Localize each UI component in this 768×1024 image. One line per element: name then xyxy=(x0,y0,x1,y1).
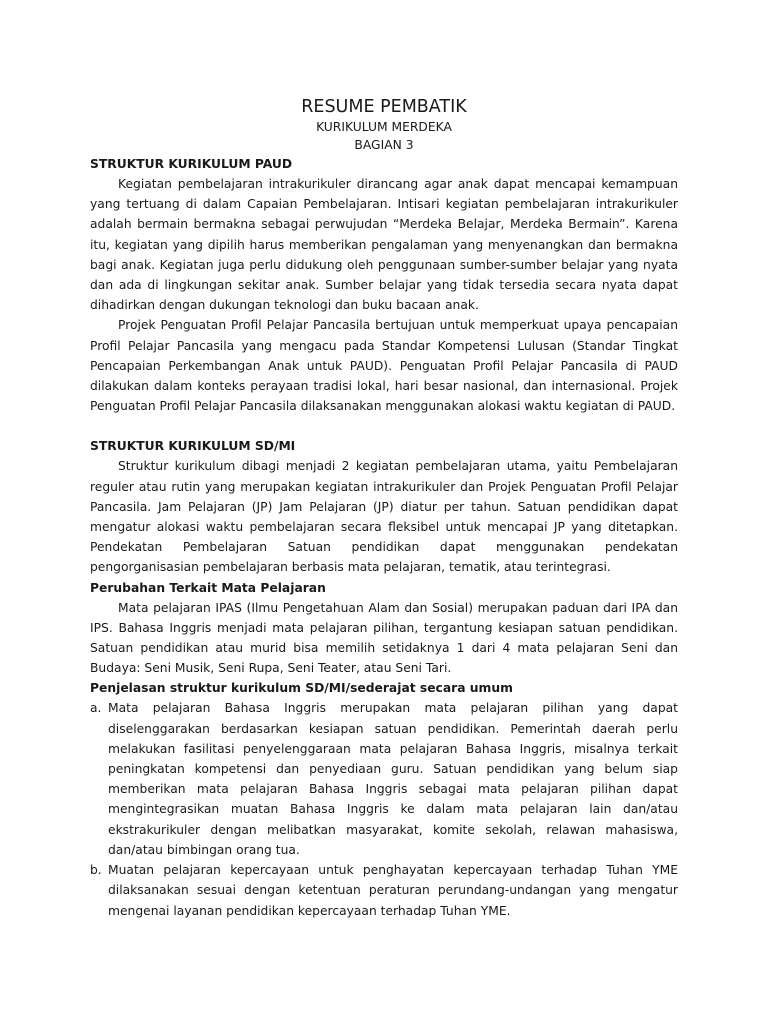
paragraph-perubahan: Mata pelajaran IPAS (Ilmu Pengetahuan Alam dan Sosial) merupakan paduan dari IPA dan IPS. Bahasa Inggris menjadi mata pelajaran pilihan, tergantung kesiapan satuan pendidikan. Satuan pendidikan atau murid bisa memilih setidaknya 1 dari 4 mata pelajaran Seni dan Budaya: Seni Musik, Seni Rupa, Seni Teater, atau Seni Tari. xyxy=(90,600,678,676)
list-item-text: Mata pelajaran Bahasa Inggris merupakan mata pelajaran pilihan yang dapat diselenggarakan berdasarkan kesiapan satuan pendidikan. Pemerintah daerah perlu melakukan fasilitasi penyelenggaraan mata pelajaran Bahasa Inggris, misalnya terkait peningkatan kompetensi dan penyediaan guru. Satuan pendidikan yang belum siap memberikan mata pelajaran Bahasa Inggris sebagai mata pelajaran pilihan dapat mengintegrasikan muatan Bahasa Inggris ke dalam mata pelajaran lain dan/atau ekstrakurikuler dengan melibatkan masyarakat, komite sekolah, relawan mahasiswa, dan/atau bimbingan orang tua. xyxy=(108,701,678,857)
heading-perubahan: Perubahan Terkait Mata Pelajaran xyxy=(90,580,326,595)
list-item-text: Muatan pelajaran kepercayaan untuk penghayatan kepercayaan terhadap Tuhan YME dilaksanakan sesuai dengan ketentuan peraturan perundang-undangan yang mengatur mengenai layanan pendidikan kepercayaan terhadap Tuhan YME. xyxy=(108,863,678,918)
heading-sd: STRUKTUR KURIKULUM SD/MI xyxy=(90,439,296,454)
heading-paud: STRUKTUR KURIKULUM PAUD xyxy=(90,157,293,171)
list-marker: a. xyxy=(90,701,102,716)
list-item xyxy=(90,698,678,860)
penjelasan-list xyxy=(90,698,678,920)
paragraph-paud-1: Kegiatan pembelajaran intrakurikuler dirancang agar anak dapat mencapai kemampuan yang tertuang di dalam Capaian Pembelajaran. Intisari kegiatan pembelajaran intrakurikuler adalah bermain bermakna sebagai perwujudan “Merdeka Belajar, Merdeka Bermain”. Karena itu, kegiatan yang dipilih harus memberikan pengalaman yang menyenangkan dan bermakna bagi anak. Kegiatan juga perlu didukung oleh penggunaan sumber-sumber belajar yang nyata dan ada di lingkungan sekitar anak. Sumber belajar yang tidak tersedia secara nyata dapat dihadirkan dengan dukungan teknologi dan buku bacaan anak. xyxy=(90,177,678,313)
document-title: RESUME PEMBATIK xyxy=(301,97,467,117)
list-item xyxy=(90,860,678,921)
document-part: BAGIAN 3 xyxy=(354,138,414,152)
heading-penjelasan: Penjelasan struktur kurikulum SD/MI/sederajat secara umum xyxy=(90,681,513,696)
paragraph-sd: Struktur kurikulum dibagi menjadi 2 kegiatan pembelajaran utama, yaitu Pembelajaran reguler atau rutin yang merupakan kegiatan intrakurikuler dan Projek Penguatan Profil Pelajar Pancasila. Jam Pelajaran (JP) Jam Pelajaran (JP) diatur per tahun. Satuan pendidikan dapat mengatur alokasi waktu pembelajaran secara fleksibel untuk mencapai JP yang ditetapkan. Pendekatan Pembelajaran Satuan pendidikan dapat menggunakan pendekatan pengorganisasian pembelajaran berbasis mata pelajaran, tematik, atau terintegrasi. xyxy=(90,459,678,575)
paragraph-paud-2: Projek Penguatan Profil Pelajar Pancasila bertujuan untuk memperkuat upaya pencapaian Profil Pelajar Pancasila yang mengacu pada Standar Kompetensi Lulusan (Standar Tingkat Pencapaian Perkembangan Anak untuk PAUD). Penguatan Profil Pelajar Pancasila di PAUD dilakukan dalam konteks perayaan tradisi lokal, hari besar nasional, dan internasional. Projek Penguatan Profil Pelajar Pancasila dilaksanakan menggunakan alokasi waktu kegiatan di PAUD. xyxy=(90,318,678,414)
list-marker: b. xyxy=(90,863,102,878)
document-subtitle: KURIKULUM MERDEKA xyxy=(316,120,452,134)
section-gap xyxy=(90,416,678,436)
